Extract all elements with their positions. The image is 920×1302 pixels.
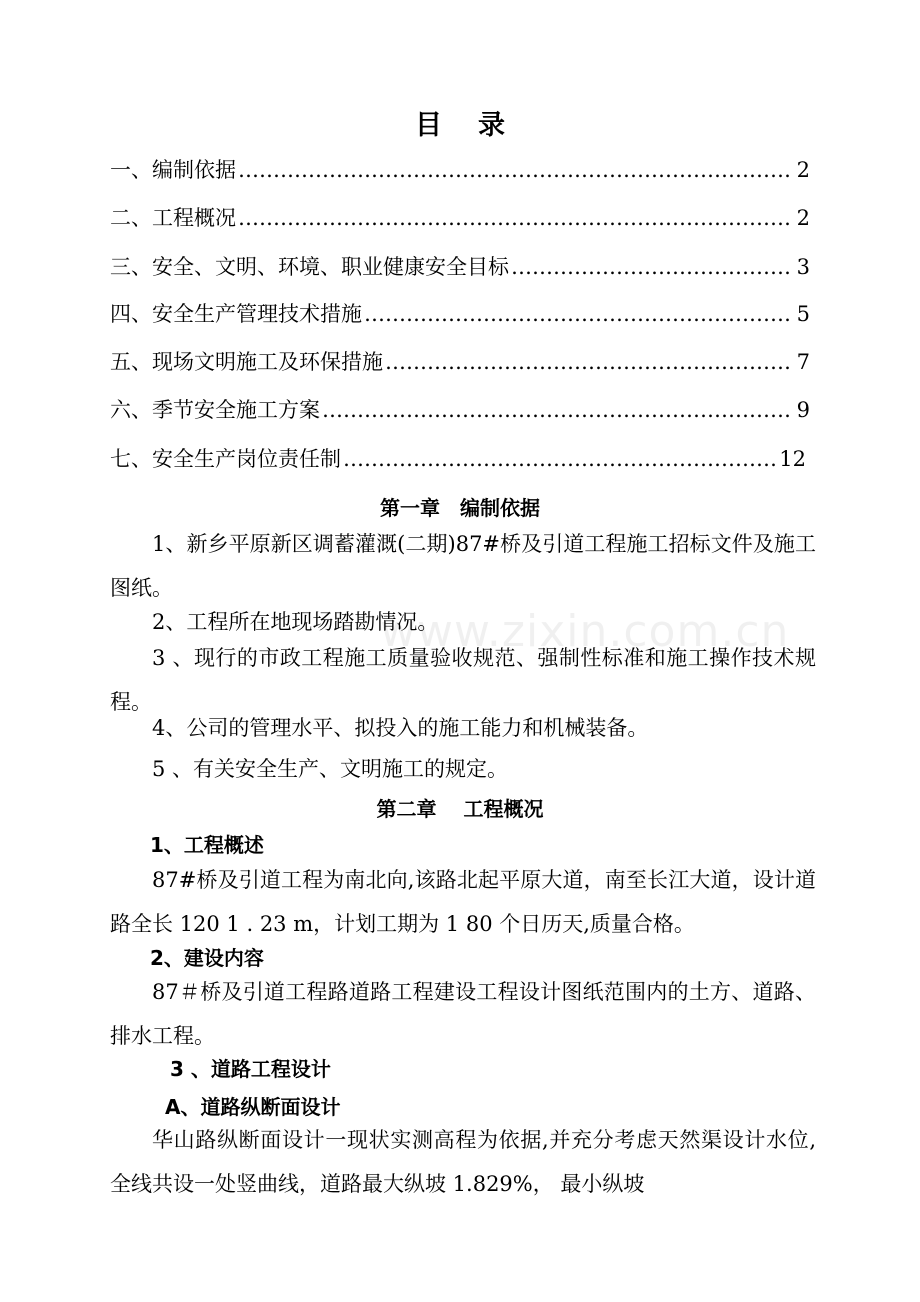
section-title-scope: 2、建设内容 — [150, 946, 264, 970]
toc-entry-page: 5 — [796, 302, 810, 326]
toc-entry-page: 2 — [796, 158, 810, 182]
basis-item: 5 、有关安全生产、文明施工的规定。 — [152, 757, 509, 781]
toc-leader — [343, 447, 777, 471]
toc-leader — [364, 302, 792, 326]
toc-entry-label: 二、工程概况 — [110, 206, 236, 230]
toc-entry[interactable] — [110, 154, 810, 184]
toc-leader — [385, 350, 792, 374]
longitudinal-paragraph: 华山路纵断面设计一现状实测高程为依据,并充分考虑天然渠设计水位,全线共设一处竖曲线，道路最大纵坡 1.829%， 最小纵坡 — [110, 1128, 816, 1196]
toc-entry-label: 五、现场文明施工及环保措施 — [110, 350, 383, 374]
section-title-longitudinal: A、道路纵断面设计 — [165, 1095, 341, 1119]
basis-item: 3 、现行的市政工程施工质量验收规范、强制性标准和施工操作技术规程。 — [110, 646, 816, 714]
toc-entry-label: 三、安全、文明、环境、职业健康安全目标 — [110, 255, 509, 279]
toc-leader — [511, 255, 792, 279]
basis-item: 2、工程所在地现场踏勘情况。 — [152, 610, 439, 634]
toc-entry[interactable] — [110, 202, 810, 232]
watermark: www.zixin.com.cn — [380, 606, 790, 657]
toc-entry[interactable] — [110, 394, 810, 424]
basis-item: 1、新乡平原新区调蓄灌溉(二期)87#桥及引道工程施工招标文件及施工图纸。 — [110, 532, 816, 600]
basis-item: 4、公司的管理水平、拟投入的施工能力和机械装备。 — [152, 716, 649, 740]
toc-entry-page: 12 — [779, 447, 806, 471]
toc-leader — [238, 206, 792, 230]
toc-entry[interactable] — [110, 443, 806, 473]
overview-paragraph: 87#桥及引道工程为南北向,该路北起平原大道，南至长江大道，设计道路全长 120 1 . 23 m，计划工期为 1 80 个日历天,质量合格。 — [110, 868, 816, 936]
section-title-overview: 1、工程概述 — [150, 833, 264, 857]
toc-entry-page: 9 — [796, 398, 810, 422]
toc-leader — [322, 398, 792, 422]
toc-entry-label: 四、安全生产管理技术措施 — [110, 302, 362, 326]
toc-leader — [238, 158, 792, 182]
toc-entry-page: 3 — [796, 255, 810, 279]
toc-entry[interactable] — [110, 251, 810, 281]
toc-title — [0, 103, 920, 142]
toc-entry-page: 7 — [796, 350, 810, 374]
section-title-road-design: 3 、道路工程设计 — [170, 1057, 331, 1081]
chapter-1-heading: 第一章 编制依据 — [380, 496, 540, 520]
toc-entry-page: 2 — [796, 206, 810, 230]
toc-entry-label: 一、编制依据 — [110, 158, 236, 182]
toc-entry[interactable] — [110, 298, 810, 328]
toc-title-char-1: 目 — [415, 110, 442, 141]
toc-entry[interactable] — [110, 346, 810, 376]
toc-entry-label: 六、季节安全施工方案 — [110, 398, 320, 422]
toc-title-char-2: 录 — [478, 110, 505, 141]
scope-paragraph: 87＃桥及引道工程路道路工程建设工程设计图纸范围内的土方、道路、排水工程。 — [110, 980, 816, 1048]
toc-entry-label: 七、安全生产岗位责任制 — [110, 447, 341, 471]
chapter-2-heading: 第二章 工程概况 — [376, 797, 544, 821]
